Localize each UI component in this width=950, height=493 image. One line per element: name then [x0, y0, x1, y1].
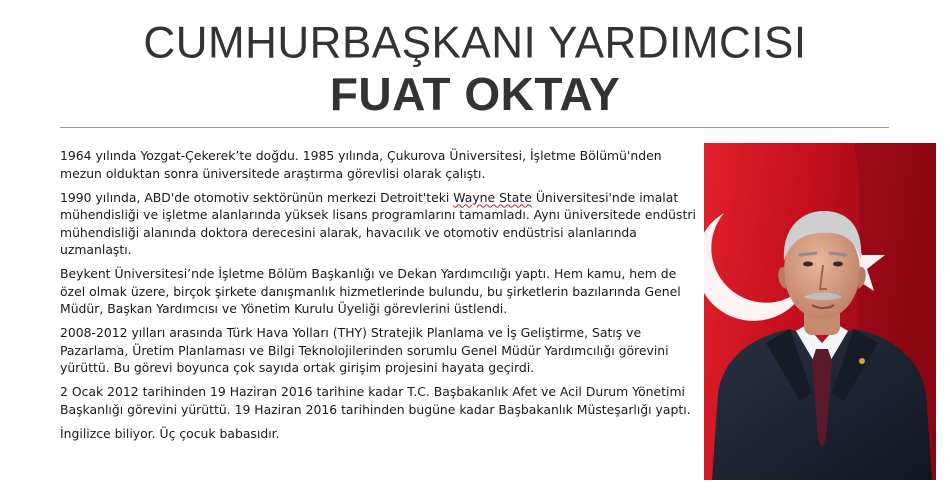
- header-divider: [60, 127, 889, 128]
- bio-paragraph-2-end: Üniversitesi'nde imalat mühendisliği ve işletme alanlarında yüksek lisans programlarını tamamladı. Aynı üniversitede endüstri mühendisliği alanında doktora derecesini alarak, havacılık ve otomotiv endüstrisi alanlarında uzmanlaştı.: [60, 189, 696, 257]
- title-line-2: FUAT OKTAY: [329, 68, 621, 120]
- bio-paragraph-1: 1964 yılında Yozgat-Çekerek’te doğdu. 1985 yılında, Çukurova Üniversitesi, İşletme Bölümü'nden mezun olduktan sonra üniversitede araştırma görevlisi olarak çalıştı.: [60, 148, 662, 181]
- eyebrow-right: [830, 253, 846, 255]
- bio-paragraph-3: Beykent Üniversitesi’nde İşletme Bölüm Başkanlığı ve Dekan Yardımcılığı yaptı. Hem kamu, hem de özel olmak üzere, birçok şirkete danışmanlık hizmetlerinde bulundu, bu şirketlerin bazılarında Genel Müdür, Başkan Yardımcısı ve Yönetim Kurulu Üyeliği görevlerini üstlendi.: [60, 266, 681, 316]
- portrait-illustration: [704, 143, 936, 480]
- portrait-photo: [704, 143, 936, 480]
- title-line-1: CUMHURBAŞKANI YARDIMCISI: [143, 17, 807, 68]
- bio-paragraph-2-start: 1990 yılında, ABD'de otomotiv sektörünün merkezi Detroit'teki: [60, 189, 454, 205]
- bio-paragraph-5: 2 Ocak 2012 tarihinden 19 Haziran 2016 tarihine kadar T.C. Başbakanlık Afet ve Acil Durum Yönetimi Başkanlığı görevini yürüttü. 19 Haziran 2016 tarihinden bugüne kadar Başbakanlık Müsteşarlığı yaptı.: [60, 384, 691, 417]
- eye-right: [833, 262, 843, 267]
- bio-paragraph-2: [60, 189, 696, 259]
- bio-paragraph-6: İngilizce biliyor. Üç çocuk babasıdır.: [60, 425, 280, 441]
- eyebrow-left: [800, 253, 816, 255]
- bio-paragraph-4: 2008-2012 yılları arasında Türk Hava Yolları (THY) Stratejik Planlama ve İş Geliştirme, Satış ve Pazarlama, Üretim Planlaması ve Bilgi Teknolojilerinden sorumlu Genel Müdür Yardımcılığı görevini yürüttü. Bu görevi boyunca çok sayıda ortak girişim projesini hayata geçirdi.: [60, 325, 669, 375]
- biography-text: [60, 147, 696, 442]
- lapel-pin: [859, 358, 865, 364]
- spellcheck-marked-text: Wayne State: [453, 189, 532, 205]
- eye-left: [803, 262, 813, 267]
